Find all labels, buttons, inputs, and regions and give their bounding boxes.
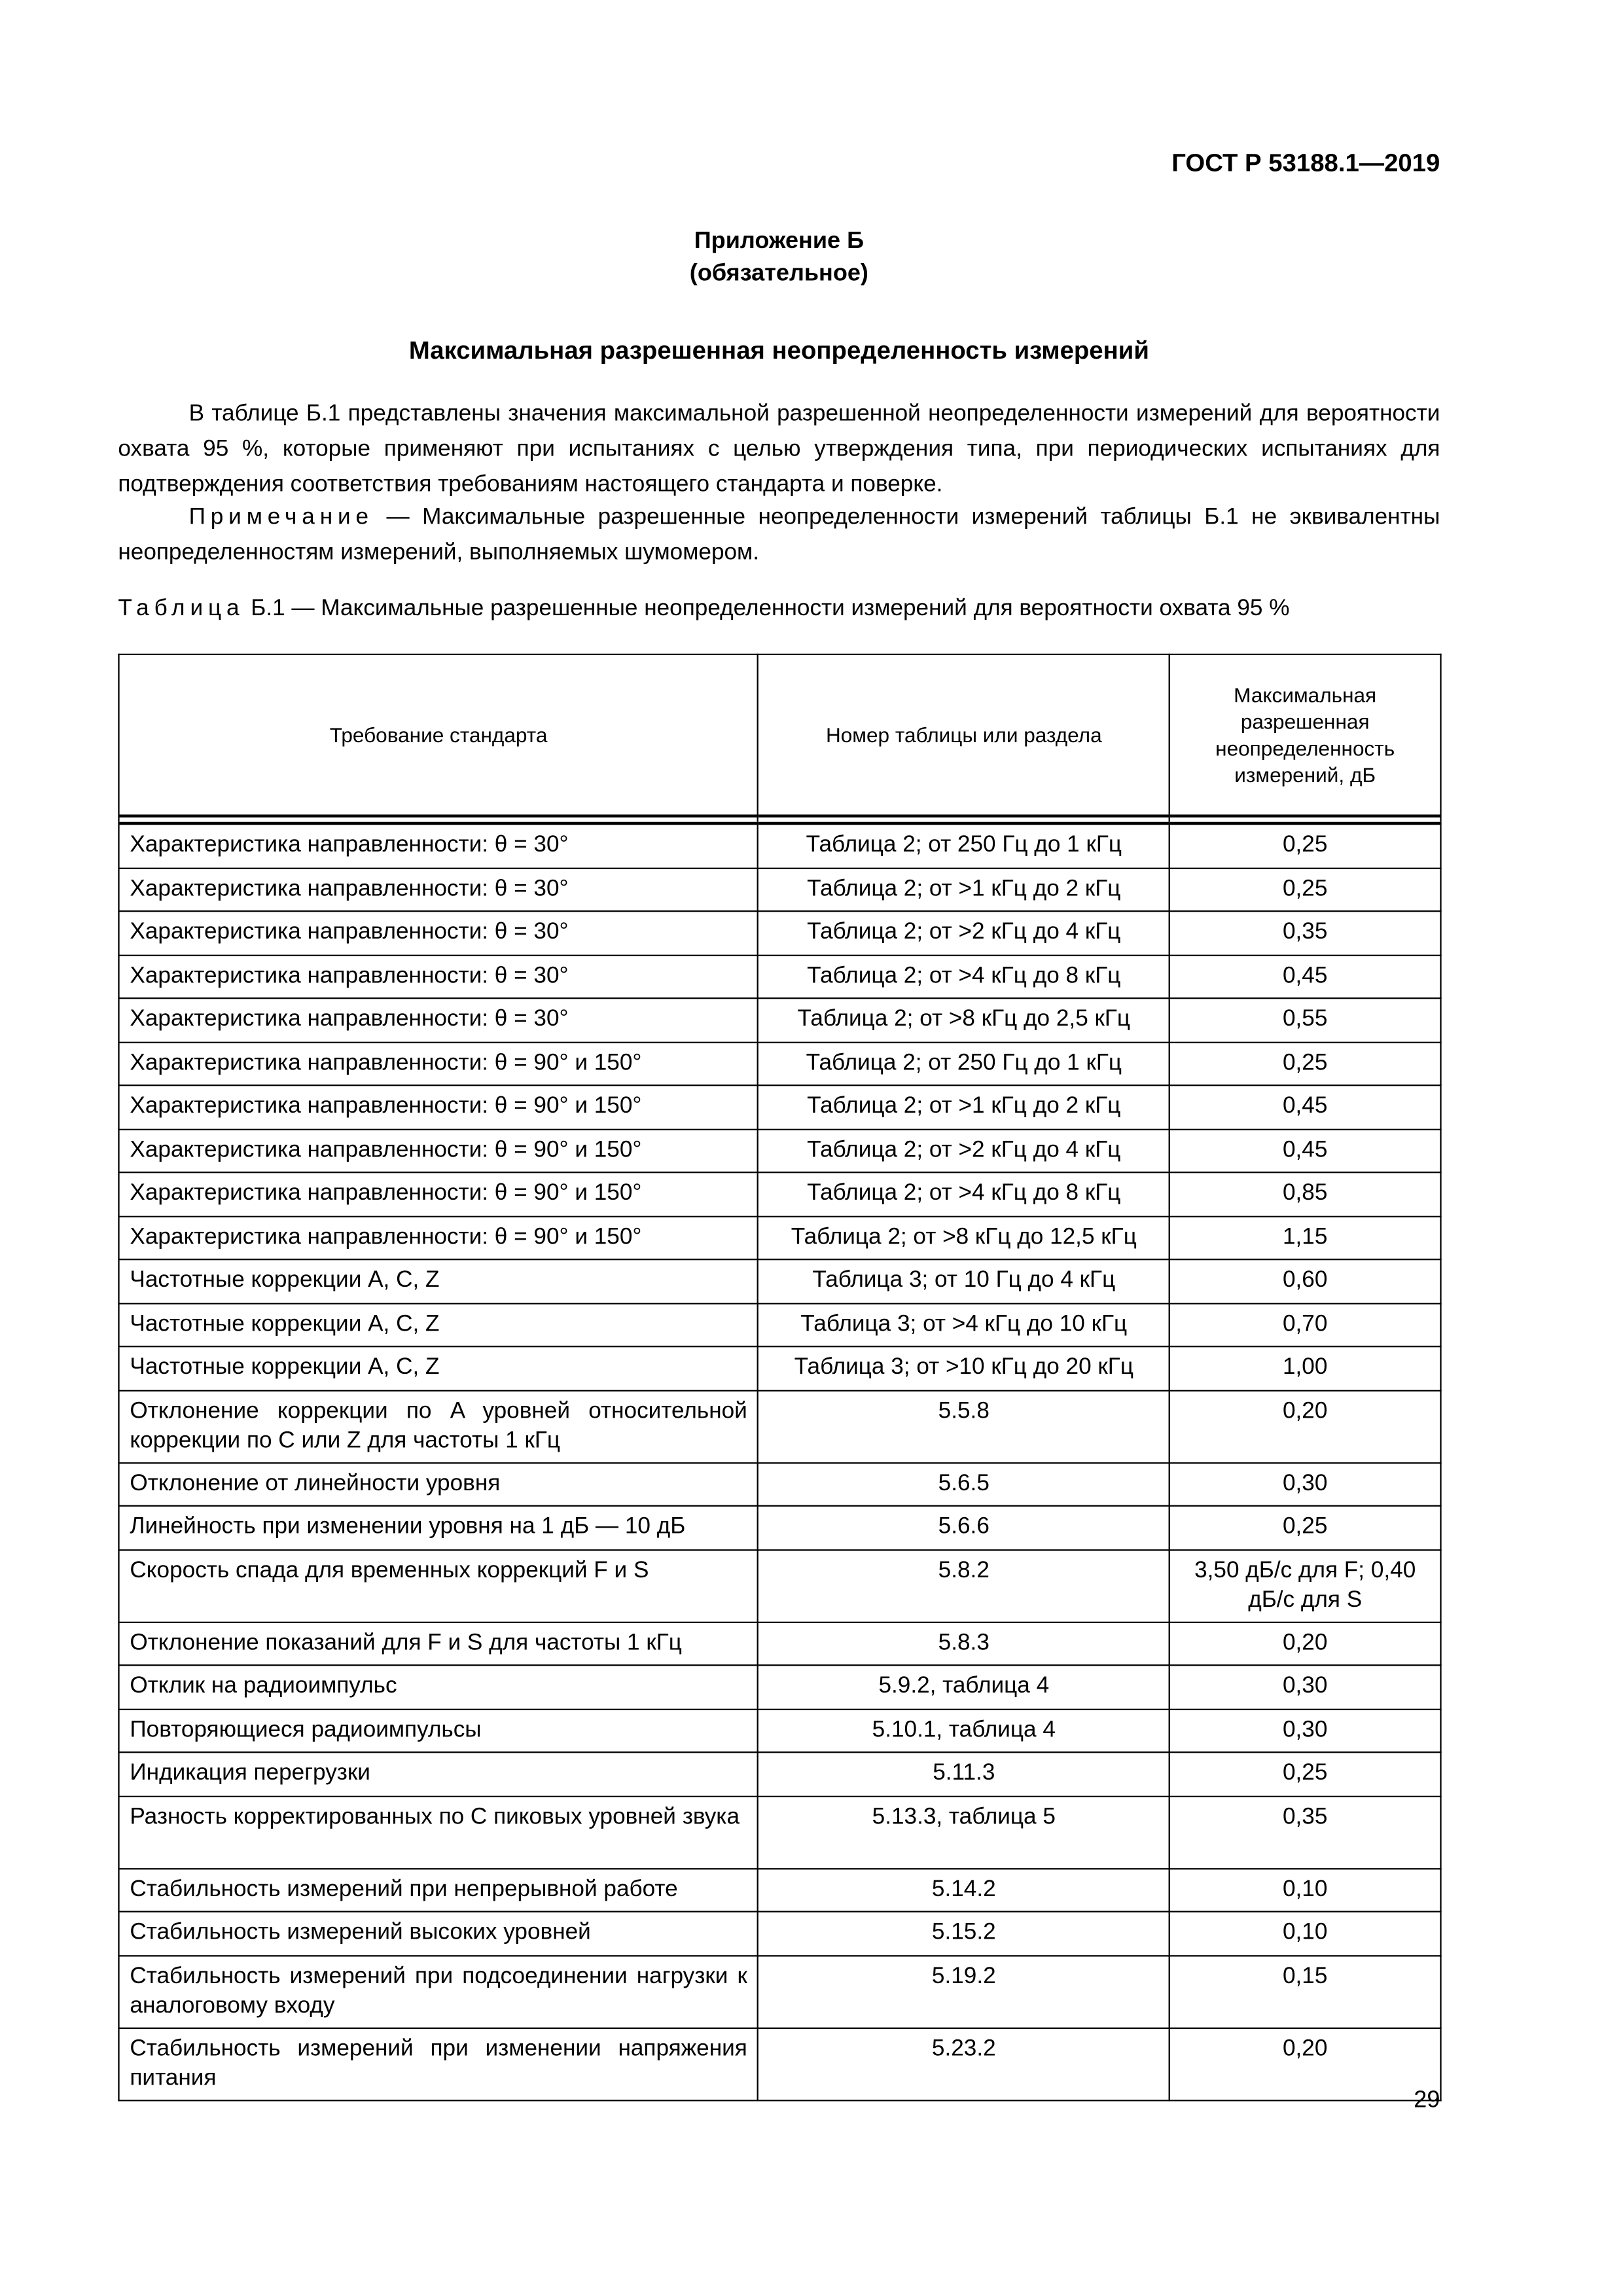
reference-cell: Таблица 2; от >1 кГц до 2 кГц bbox=[758, 868, 1169, 912]
requirement-cell: Характеристика направленности: θ = 90° и 150° bbox=[118, 1129, 758, 1173]
table-row bbox=[118, 955, 1440, 999]
uncertainty-cell: 0,45 bbox=[1169, 1085, 1441, 1129]
table-row bbox=[118, 911, 1440, 955]
requirement-cell: Характеристика направленности: θ = 90° и 150° bbox=[118, 1216, 758, 1260]
requirement-cell: Линейность при изменении уровня на 1 дБ — 10 дБ bbox=[118, 1506, 758, 1550]
reference-cell: Таблица 2; от >8 кГц до 2,5 кГц bbox=[758, 998, 1169, 1042]
reference-cell: 5.9.2, таблица 4 bbox=[758, 1665, 1169, 1709]
uncertainty-cell: 0,85 bbox=[1169, 1172, 1441, 1216]
uncertainty-cell: 1,00 bbox=[1169, 1346, 1441, 1390]
uncertainty-cell: 0,10 bbox=[1169, 1868, 1441, 1912]
uncertainty-cell: 0,35 bbox=[1169, 911, 1441, 955]
document-code: ГОСТ Р 53188.1—2019 bbox=[1171, 149, 1440, 177]
uncertainty-cell: 0,25 bbox=[1169, 1042, 1441, 1086]
reference-cell: 5.23.2 bbox=[758, 2028, 1169, 2100]
reference-cell: 5.8.2 bbox=[758, 1549, 1169, 1621]
reference-cell: Таблица 2; от >8 кГц до 12,5 кГц bbox=[758, 1216, 1169, 1260]
table-row bbox=[118, 1912, 1440, 1956]
requirement-cell: Отклонение коррекции по A уровней относительной коррекции по C или Z для частоты 1 кГц bbox=[118, 1390, 758, 1462]
table-row bbox=[118, 2028, 1440, 2100]
header-uncertainty: Максимальная разрешенная неопределенность измерений, дБ bbox=[1169, 655, 1441, 816]
requirement-cell: Частотные коррекции A, C, Z bbox=[118, 1346, 758, 1390]
reference-cell: 5.6.5 bbox=[758, 1462, 1169, 1506]
uncertainty-cell: 0,60 bbox=[1169, 1259, 1441, 1303]
uncertainty-cell: 0,25 bbox=[1169, 868, 1441, 912]
table-row bbox=[118, 1303, 1440, 1347]
uncertainty-cell: 1,15 bbox=[1169, 1216, 1441, 1260]
reference-cell: 5.6.6 bbox=[758, 1506, 1169, 1550]
reference-cell: Таблица 3; от >10 кГц до 20 кГц bbox=[758, 1346, 1169, 1390]
reference-cell: 5.19.2 bbox=[758, 1955, 1169, 2027]
table-row bbox=[118, 1129, 1440, 1173]
table-row bbox=[118, 1709, 1440, 1753]
table-header-row bbox=[118, 655, 1440, 816]
reference-cell: 5.5.8 bbox=[758, 1390, 1169, 1462]
requirement-cell: Стабильность измерений при подсоединении нагрузки к аналоговому входу bbox=[118, 1955, 758, 2027]
reference-cell: Таблица 2; от >2 кГц до 4 кГц bbox=[758, 1129, 1169, 1173]
uncertainty-cell: 0,30 bbox=[1169, 1665, 1441, 1709]
uncertainty-cell: 0,55 bbox=[1169, 998, 1441, 1042]
requirement-cell: Характеристика направленности: θ = 30° bbox=[118, 998, 758, 1042]
requirement-cell: Характеристика направленности: θ = 90° и 150° bbox=[118, 1085, 758, 1129]
table-row bbox=[118, 1665, 1440, 1709]
uncertainty-table bbox=[118, 654, 1441, 2101]
table-row bbox=[118, 1085, 1440, 1129]
table-row bbox=[118, 1796, 1440, 1868]
requirement-cell: Отклонение от линейности уровня bbox=[118, 1462, 758, 1506]
reference-cell: 5.8.3 bbox=[758, 1622, 1169, 1666]
reference-cell: Таблица 2; от >4 кГц до 8 кГц bbox=[758, 955, 1169, 999]
table-row bbox=[118, 1390, 1440, 1462]
reference-cell: Таблица 2; от >2 кГц до 4 кГц bbox=[758, 911, 1169, 955]
uncertainty-cell: 0,10 bbox=[1169, 1912, 1441, 1956]
reference-cell: Таблица 3; от >4 кГц до 10 кГц bbox=[758, 1303, 1169, 1347]
requirement-cell: Стабильность измерений высоких уровней bbox=[118, 1912, 758, 1956]
requirement-cell: Характеристика направленности: θ = 90° и 150° bbox=[118, 1172, 758, 1216]
requirement-cell: Частотные коррекции A, C, Z bbox=[118, 1303, 758, 1347]
table-row bbox=[118, 1752, 1440, 1796]
header-requirement: Требование стандарта bbox=[118, 655, 758, 816]
reference-cell: Таблица 2; от >4 кГц до 8 кГц bbox=[758, 1172, 1169, 1216]
requirement-cell: Повторяющиеся радиоимпульсы bbox=[118, 1709, 758, 1753]
header-reference: Номер таблицы или раздела bbox=[758, 655, 1169, 816]
table-row bbox=[118, 1259, 1440, 1303]
header-separator bbox=[118, 816, 1440, 823]
table-caption bbox=[118, 596, 1289, 623]
uncertainty-cell: 0,45 bbox=[1169, 1129, 1441, 1173]
uncertainty-cell: 0,25 bbox=[1169, 1752, 1441, 1796]
requirement-cell: Разность корректированных по C пиковых уровней звука bbox=[118, 1796, 758, 1868]
reference-cell: Таблица 2; от 250 Гц до 1 кГц bbox=[758, 1042, 1169, 1086]
uncertainty-cell: 0,15 bbox=[1169, 1955, 1441, 2027]
table-row bbox=[118, 1506, 1440, 1550]
reference-cell: Таблица 2; от >1 кГц до 2 кГц bbox=[758, 1085, 1169, 1129]
annex-heading bbox=[118, 226, 1440, 291]
table-row bbox=[118, 1042, 1440, 1086]
requirement-cell: Отклонение показаний для F и S для частоты 1 кГц bbox=[118, 1622, 758, 1666]
annex-label: Приложение Б bbox=[694, 228, 865, 254]
requirement-cell: Отклик на радиоимпульс bbox=[118, 1665, 758, 1709]
reference-cell: 5.11.3 bbox=[758, 1752, 1169, 1796]
table-row bbox=[118, 1955, 1440, 2027]
uncertainty-cell: 0,30 bbox=[1169, 1709, 1441, 1753]
reference-cell: 5.15.2 bbox=[758, 1912, 1169, 1956]
note-label: Примечание bbox=[188, 505, 374, 530]
reference-cell: 5.10.1, таблица 4 bbox=[758, 1709, 1169, 1753]
reference-cell: Таблица 2; от 250 Гц до 1 кГц bbox=[758, 823, 1169, 868]
requirement-cell: Характеристика направленности: θ = 30° bbox=[118, 868, 758, 912]
uncertainty-cell: 0,30 bbox=[1169, 1462, 1441, 1506]
requirement-cell: Характеристика направленности: θ = 30° bbox=[118, 955, 758, 999]
uncertainty-cell: 0,20 bbox=[1169, 1622, 1441, 1666]
table-row bbox=[118, 1462, 1440, 1506]
requirement-cell: Частотные коррекции A, C, Z bbox=[118, 1259, 758, 1303]
uncertainty-cell: 0,35 bbox=[1169, 1796, 1441, 1868]
intro-paragraph: В таблице Б.1 представлены значения максимальной разрешенной неопределенности измерений для вероятности охвата 95 %, которые применяют при испытаниях с целью утверждения типа, при периодических испытаниях для подтверждения соответствия требованиям настоящего стандарта и поверке. bbox=[118, 401, 1440, 497]
requirement-cell: Стабильность измерений при непрерывной работе bbox=[118, 1868, 758, 1912]
table-row bbox=[118, 823, 1440, 868]
requirement-cell: Скорость спада для временных коррекций F и S bbox=[118, 1549, 758, 1621]
table-caption-text: Б.1 — Максимальные разрешенные неопределенности измерений для вероятности охвата 95 % bbox=[244, 596, 1290, 622]
table-row bbox=[118, 1549, 1440, 1621]
annex-title: Максимальная разрешенная неопределенность измерений bbox=[408, 336, 1149, 365]
note-text: — Максимальные разрешенные неопределенности измерений таблицы Б.1 не эквивалентны неопределенностям измерений, выполняемых шумомером. bbox=[118, 505, 1440, 565]
table-row bbox=[118, 1172, 1440, 1216]
uncertainty-cell: 0,20 bbox=[1169, 1390, 1441, 1462]
requirement-cell: Индикация перегрузки bbox=[118, 1752, 758, 1796]
requirement-cell: Стабильность измерений при изменении напряжения питания bbox=[118, 2028, 758, 2100]
table-row bbox=[118, 1216, 1440, 1260]
uncertainty-cell: 0,25 bbox=[1169, 823, 1441, 868]
uncertainty-cell: 0,45 bbox=[1169, 955, 1441, 999]
table-caption-label: Таблица bbox=[118, 596, 245, 622]
table-row bbox=[118, 868, 1440, 912]
reference-cell: Таблица 3; от 10 Гц до 4 кГц bbox=[758, 1259, 1169, 1303]
page-number: 29 bbox=[1414, 2088, 1440, 2113]
note bbox=[118, 500, 1440, 571]
uncertainty-cell: 3,50 дБ/с для F; 0,40 дБ/с для S bbox=[1169, 1549, 1441, 1621]
table-row bbox=[118, 998, 1440, 1042]
annex-status: (обязательное) bbox=[689, 261, 868, 287]
uncertainty-cell: 0,20 bbox=[1169, 2028, 1441, 2100]
uncertainty-cell: 0,25 bbox=[1169, 1506, 1441, 1550]
requirement-cell: Характеристика направленности: θ = 30° bbox=[118, 823, 758, 868]
table-row bbox=[118, 1346, 1440, 1390]
reference-cell: 5.14.2 bbox=[758, 1868, 1169, 1912]
uncertainty-cell: 0,70 bbox=[1169, 1303, 1441, 1347]
table-row bbox=[118, 1868, 1440, 1912]
reference-cell: 5.13.3, таблица 5 bbox=[758, 1796, 1169, 1868]
requirement-cell: Характеристика направленности: θ = 30° bbox=[118, 911, 758, 955]
requirement-cell: Характеристика направленности: θ = 90° и 150° bbox=[118, 1042, 758, 1086]
table-row bbox=[118, 1622, 1440, 1666]
